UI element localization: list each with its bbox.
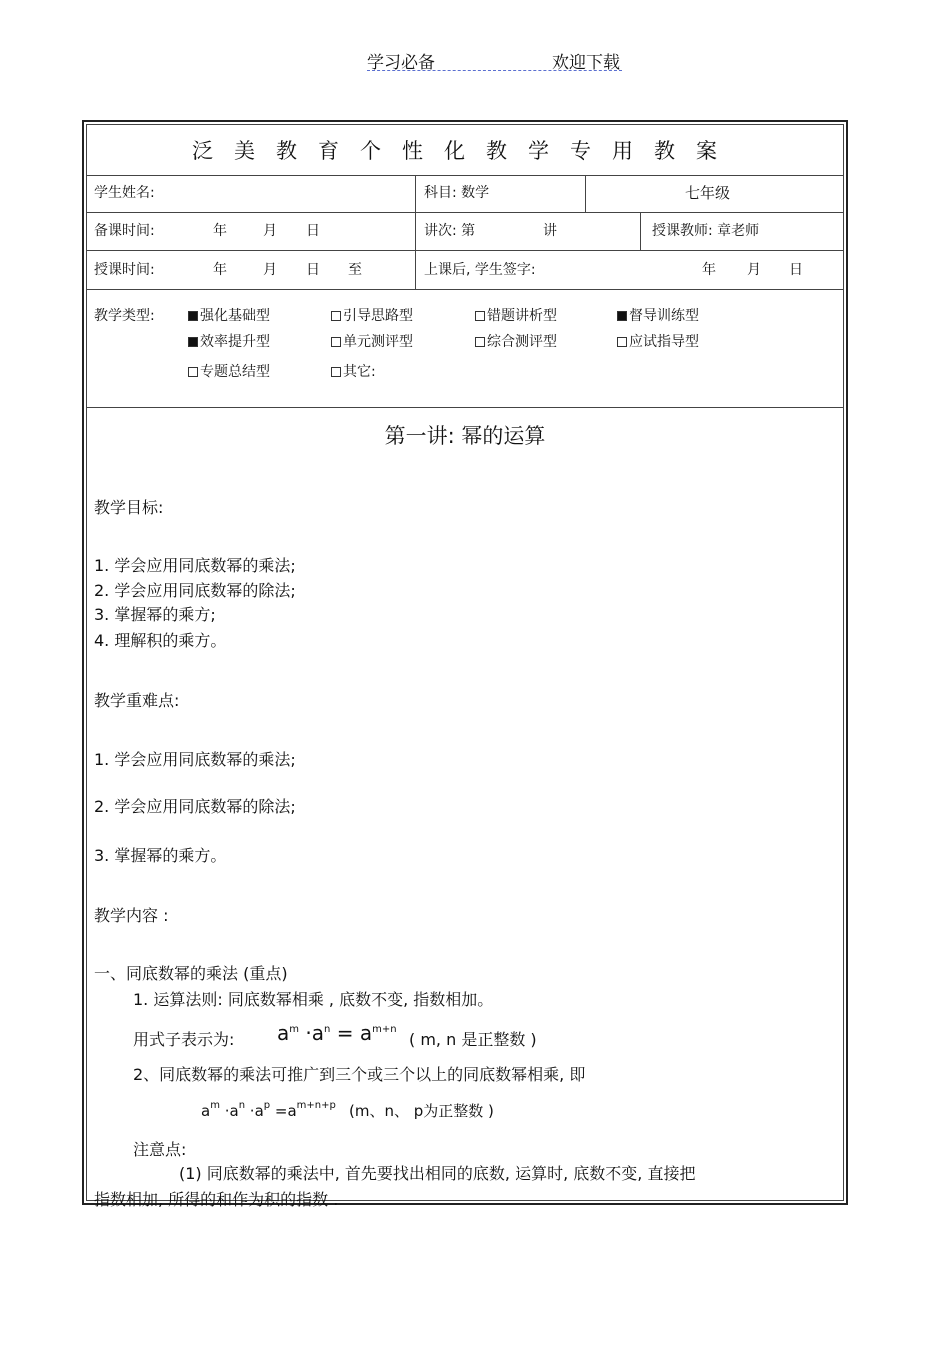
session-suffix: 讲 [543,223,557,239]
lesson-plan-table [82,120,848,1209]
goal-item: 4. 理解积的乘方。 [94,631,227,650]
checked-box-icon[interactable] [188,311,198,321]
header-left: 学习必备 [367,53,435,73]
lesson-title: 第一讲: 幂的运算 [384,424,546,448]
prep-year: 年 [213,223,227,239]
prep-day: 日 [306,223,320,239]
page-header [367,46,622,71]
key-points-heading: 教学重难点: [94,691,180,710]
teaching-type-label: 教学类型: [94,308,155,324]
formula-2: $a^m \cdot a^n \cdot a^p =a^{m+n+p}$ [201,1100,336,1120]
teaching-type-option-label: 效率提升型 [200,334,270,350]
key-point-item: 3. 掌握幂的乘方。 [94,846,227,865]
teaching-type-option[interactable] [475,305,557,325]
class-day: 日 [306,262,320,278]
unchecked-box-icon[interactable] [188,367,198,377]
teaching-type-option-label: 强化基础型 [200,308,270,324]
header-right: 欢迎下载 [552,53,620,73]
teaching-type-option[interactable] [331,361,376,381]
unchecked-box-icon[interactable] [475,337,485,347]
unchecked-box-icon[interactable] [331,311,341,321]
teaching-type-option-label: 其它: [343,364,376,380]
notes-label: 注意点: [133,1140,187,1159]
teaching-type-option-label: 专题总结型 [200,364,270,380]
teaching-type-option[interactable] [331,305,413,325]
content-heading: 教学内容 : [94,906,169,925]
teaching-type-option-label: 错题讲析型 [487,308,557,324]
class-to: 至 [348,262,362,278]
sign-year: 年 [702,262,716,278]
checked-box-icon[interactable] [617,311,627,321]
sign-day: 日 [789,262,803,278]
formula-1: $a^m \cdot a^n = a^{m+n}$ [277,1021,397,1045]
student-sign-label: 上课后, 学生签字: [424,262,536,278]
formula-1-condition: ( m, n 是正整数 ) [409,1030,537,1049]
session-label: 讲次: 第 [424,223,476,239]
student-name-label: 学生姓名: [94,185,155,201]
note-1-line-1: (1) 同底数幂的乘法中, 首先要找出相同的底数, 运算时, 底数不变, 直接把 [179,1164,696,1183]
sign-month: 月 [747,262,761,278]
grade: 七年级 [685,184,731,202]
class-year: 年 [213,262,227,278]
goal-item: 2. 学会应用同底数幂的除法; [94,581,296,600]
prep-month: 月 [263,223,277,239]
subject-label: 科目: 数学 [424,185,490,201]
formula-label: 用式子表示为: [133,1030,235,1049]
key-point-item: 2. 学会应用同底数幂的除法; [94,797,296,816]
document-title: 泛美教育个性化教学专用教案 [192,139,738,163]
teaching-type-option[interactable] [617,305,699,325]
class-time-label: 授课时间: [94,262,155,278]
teaching-type-option[interactable] [188,331,270,351]
goal-item: 1. 学会应用同底数幂的乘法; [94,556,296,575]
teaching-type-option[interactable] [475,331,557,351]
unchecked-box-icon[interactable] [331,337,341,347]
teaching-type-option[interactable] [331,331,413,351]
section-heading: 一、同底数幂的乘法 (重点) [94,964,288,983]
teaching-type-option[interactable] [188,305,270,325]
goal-item: 3. 掌握幂的乘方; [94,605,216,624]
goals-heading: 教学目标: [94,498,164,517]
checked-box-icon[interactable] [188,337,198,347]
teacher-label: 授课教师: 章老师 [652,223,760,239]
key-point-item: 1. 学会应用同底数幂的乘法; [94,750,296,769]
teaching-type-option-label: 单元测评型 [343,334,413,350]
generalization-text: 2、同底数幂的乘法可推广到三个或三个以上的同底数幂相乘, 即 [133,1065,586,1084]
unchecked-box-icon[interactable] [331,367,341,377]
teaching-type-option-label: 引导思路型 [343,308,413,324]
teaching-type-option[interactable] [617,331,699,351]
rule-text: 1. 运算法则: 同底数幂相乘 , 底数不变, 指数相加。 [133,990,494,1009]
teaching-type-option-label: 应试指导型 [629,334,699,350]
note-1-line-2: 指数相加, 所得的和作为积的指数 . [94,1190,339,1209]
teaching-type-option[interactable] [188,361,270,381]
formula-2-condition: (m、n、 p为正整数 ) [349,1102,494,1120]
teaching-type-option-label: 综合测评型 [487,334,557,350]
prep-time-label: 备课时间: [94,223,155,239]
teaching-type-option-label: 督导训练型 [629,308,699,324]
unchecked-box-icon[interactable] [617,337,627,347]
class-month: 月 [263,262,277,278]
unchecked-box-icon[interactable] [475,311,485,321]
